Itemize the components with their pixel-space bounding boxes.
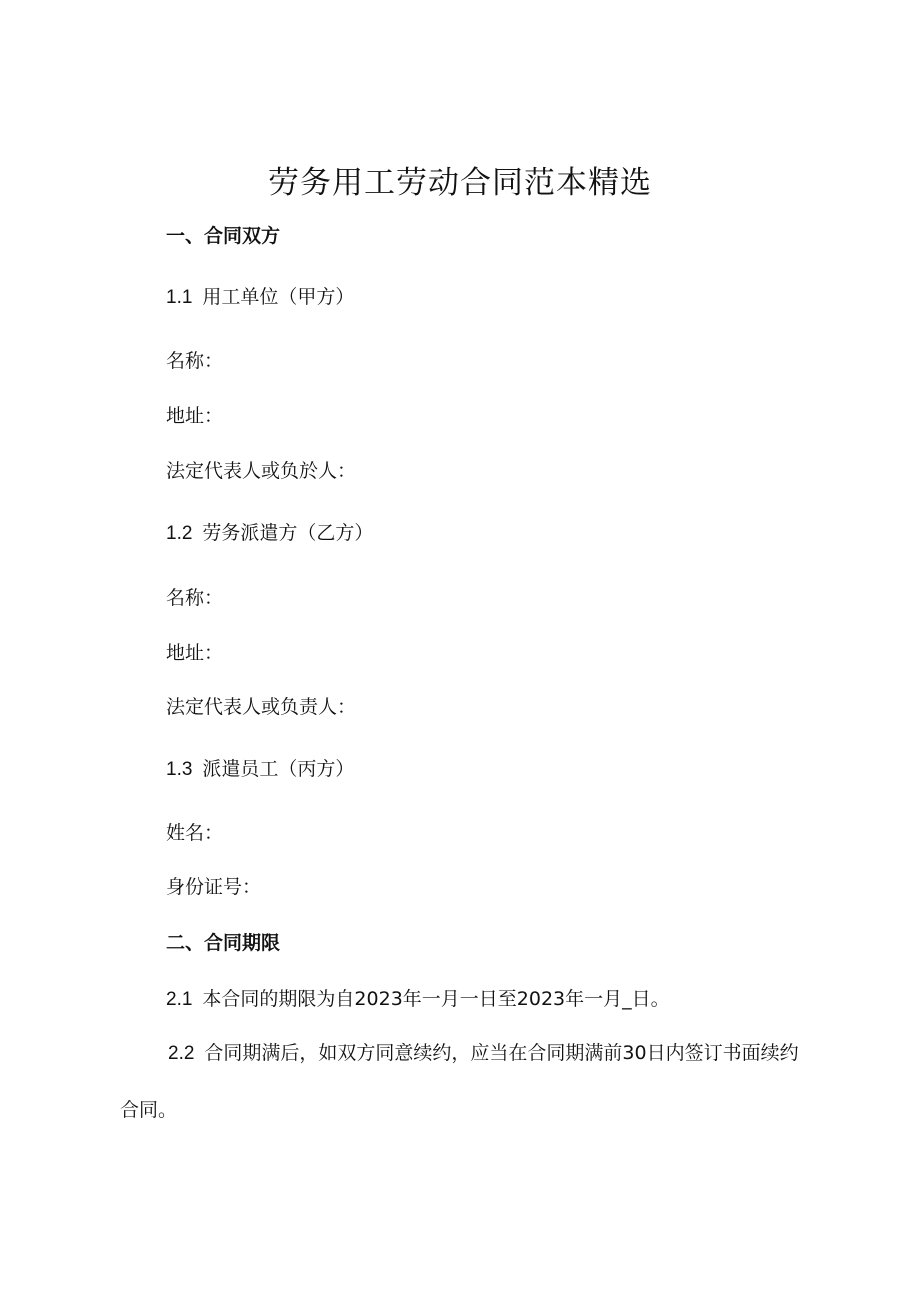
clause-1-3 [166, 756, 354, 783]
clause-number: 1.1 [166, 287, 193, 308]
party-b-rep-label: 法定代表人或负责人： [166, 696, 357, 718]
clause-number: 1.3 [166, 759, 193, 780]
clause-number: 2.2 [168, 1043, 195, 1064]
clause-number: 2.1 [166, 989, 193, 1010]
clause-1-2 [166, 520, 373, 547]
clause-label: 劳务派遣方（乙方） [202, 522, 374, 544]
clause-label: 派遣员工（丙方） [202, 758, 355, 780]
document-title: 劳务用工劳动合同范本精选 [268, 165, 652, 201]
clause-2-2 [120, 1025, 800, 1138]
clause-label: 用工单位（甲方） [202, 286, 355, 308]
party-a-address-label: 地址： [166, 405, 224, 427]
section-2-heading: 二、合同期限 [166, 932, 281, 954]
section-1-heading: 一、合同双方 [166, 225, 281, 247]
party-a-rep-label: 法定代表人或负於人： [166, 460, 357, 482]
clause-2-1 [166, 986, 670, 1013]
clause-text: 本合同的期限为自2023年一月一日至2023年一月_日。 [202, 988, 670, 1010]
party-a-name-label: 名称： [166, 350, 224, 372]
party-b-name-label: 名称： [166, 587, 224, 609]
party-b-address-label: 地址： [166, 642, 224, 664]
party-c-name-label: 姓名： [166, 822, 224, 844]
clause-1-1 [166, 284, 354, 311]
party-c-id-label: 身份证号： [166, 876, 262, 898]
clause-text: 合同期满后，如双方同意续约，应当在合同期满前30日内签订书面续约合同。 [120, 1042, 799, 1121]
clause-number: 1.2 [166, 523, 193, 544]
